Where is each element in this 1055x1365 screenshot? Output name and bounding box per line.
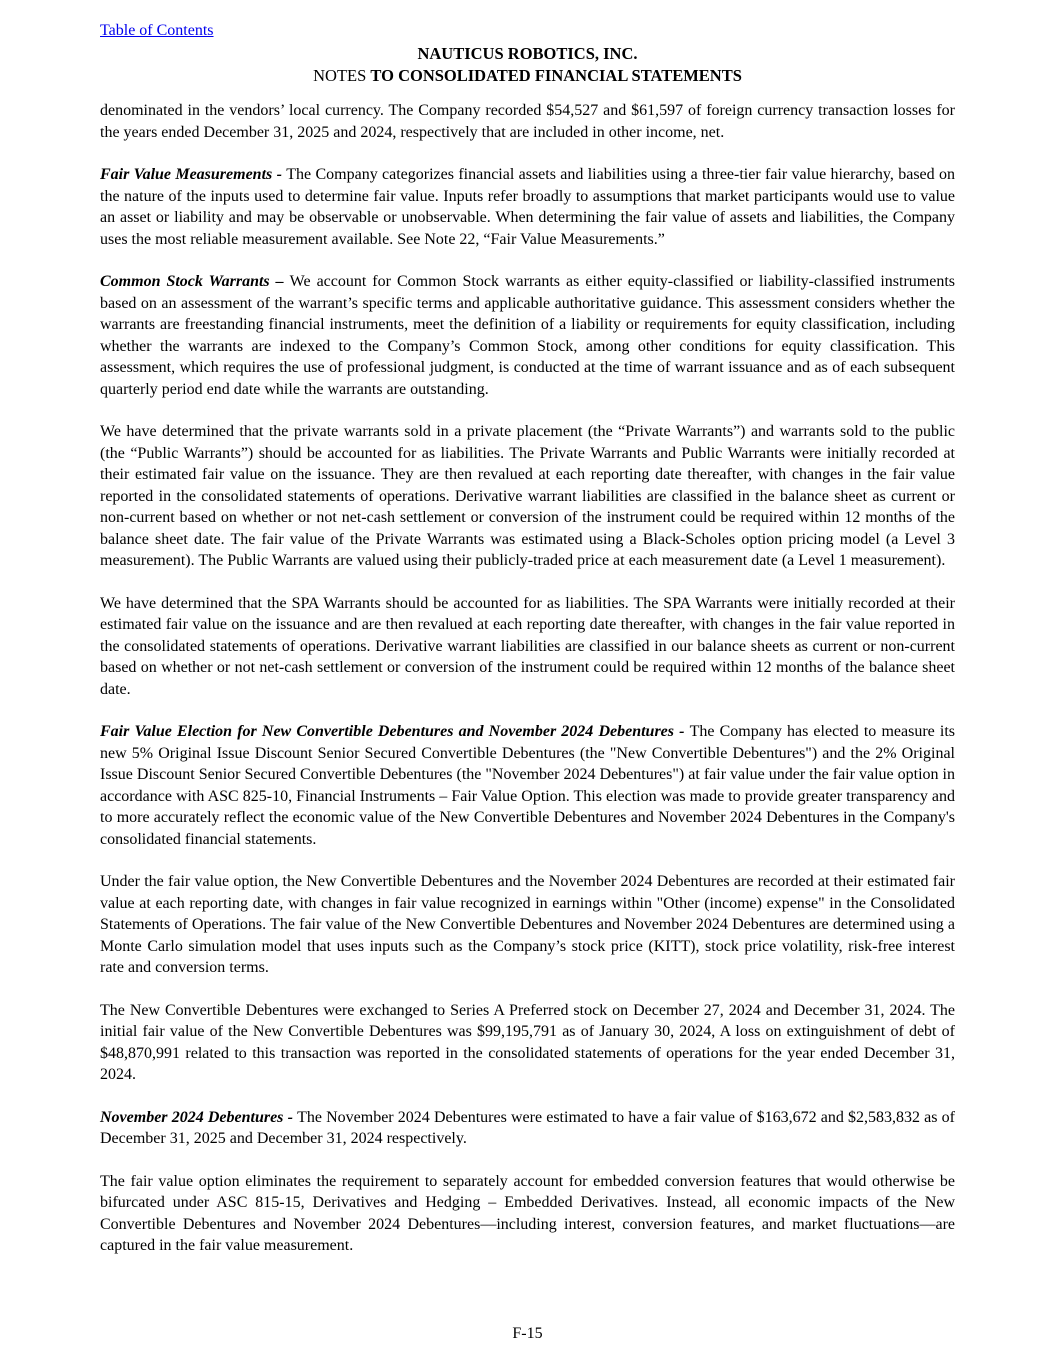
paragraph-text: The fair value option eliminates the requirement to separately account for embedded conversion features that would otherwise be bifurcated under ASC 815-15, Derivatives and Hedging – Embedded Derivatives. Instead, all economic impacts of the New Convertible Debentures and November 2024 Debentures—including interest, conversion features, and market fluctuations—are captured in the fair value measurement.: [100, 1172, 955, 1254]
paragraph-text: Under the fair value option, the New Convertible Debentures and the November 2024 Debentures are recorded at their estimated fair value at each reporting date, with changes in fair value recognized in earnings within "Other (income) expense" in the Consolidated Statements of Operations. The fair value of the New Convertible Debentures and November 2024 Debentures are determined using a Monte Carlo simulation model that uses inputs such as the Company’s stock price (KITT), stock price volatility, risk-free interest rate and conversion terms.: [100, 873, 955, 976]
notes-title-bold: TO CONSOLIDATED FINANCIAL STATEMENTS: [370, 66, 742, 85]
paragraph-lead: Common Stock Warrants –: [100, 273, 290, 290]
paragraph-debentures-exchange: [100, 1000, 955, 1086]
paragraph-private-public-warrants: [100, 421, 955, 572]
notes-title-regular: NOTES: [313, 66, 371, 85]
paragraph-text: denominated in the vendors’ local currency. The Company recorded $54,527 and $61,597 of foreign currency transaction losses for the years ended December 31, 2025 and 2024, respectively that are included in other income, net.: [100, 102, 955, 141]
paragraph-text: The New Convertible Debentures were exchanged to Series A Preferred stock on December 27, 2024 and December 31, 2024. The initial fair value of the New Convertible Debentures was $99,195,791 as of January 30, 2024, A loss on extinguishment of debt of $48,870,991 related to this transaction was reported in the consolidated statements of operations for the year ended December 31, 2024.: [100, 1001, 955, 1083]
paragraph-common-stock-warrants: [100, 271, 955, 400]
paragraph-lead: November 2024 Debentures -: [100, 1108, 298, 1126]
page-number: F-15: [512, 1325, 543, 1342]
paragraph-spa-warrants: [100, 593, 955, 701]
paragraph-fair-value-option-eliminates: [100, 1171, 955, 1257]
paragraph-lead: Fair Value Election for New Convertible Debentures and November 2024 Debentures -: [100, 723, 690, 740]
paragraph-text: We have determined that the private warrants sold in a private placement (the “Private Warrants”) and warrants sold to the public (the “Public Warrants”) should be accounted for as liabilities. The Private Warrants and Public Warrants were initially recorded at their estimated fair value on the issuance. They are then revalued at each reporting date thereafter, with changes in the fair value reported in the consolidated statements of operations. Derivative warrant liabilities are classified in the balance sheet as current or non-current based on whether or not net-cash settlement or conversion of the instrument could be required within 12 months of the balance sheet date. The fair value of the Private Warrants was estimated using a Black-Scholes option pricing model (a Level 3 measurement). The Public Warrants are valued using their publicly-traded price at each measurement date (a Level 1 measurement).: [100, 423, 955, 569]
notes-title: [100, 65, 955, 87]
body-text: [100, 100, 955, 1257]
paragraph-text: We account for Common Stock warrants as either equity-classified or liability-classified instruments based on an assessment of the warrant’s specific terms and applicable authoritative guidance. This assessment considers whether the warrants are freestanding financial instruments, meet the definition of a liability or requirements for equity classification, including whether the warrants are indexed to the Company’s Common Stock, among other conditions for equity classification. This assessment, which requires the use of professional judgment, is conducted at the time of warrant issuance and as of each subsequent quarterly period end date while the warrants are outstanding.: [100, 273, 955, 398]
paragraph-text: We have determined that the SPA Warrants should be accounted for as liabilities. The SPA Warrants were initially recorded at their estimated fair value on the issuance and are then revalued at each reporting date thereafter, with changes in the fair value reported in the consolidated statements of operations. Derivative warrant liabilities are classified in our balance sheets as current or non-current based on whether or not net-cash settlement or conversion of the instrument could be required within 12 months of the balance sheet date.: [100, 594, 955, 698]
paragraph-foreign-currency: [100, 100, 955, 143]
company-name: NAUTICUS ROBOTICS, INC.: [417, 44, 638, 63]
table-of-contents-link[interactable]: Table of Contents: [100, 22, 214, 39]
paragraph-under-fair-value-option: [100, 871, 955, 979]
paragraph-november-2024-debentures: [100, 1107, 955, 1150]
paragraph-fair-value-election: [100, 721, 955, 850]
paragraph-text: The November 2024 Debentures were estimated to have a fair value of $163,672 and $2,583,832 as of December 31, 2025 and December 31, 2024 respectively.: [100, 1108, 955, 1147]
paragraph-text: The Company has elected to measure its new 5% Original Issue Discount Senior Secured Convertible Debentures (the "New Convertible Debentures") and the 2% Original Issue Discount Senior Secured Convertible Debentures (the "November 2024 Debentures") at fair value under the fair value option in accordance with ASC 825-10, Financial Instruments – Fair Value Option. This election was made to provide greater transparency and to more accurately reflect the economic value of the New Convertible Debentures and November 2024 Debentures in the Company's consolidated financial statements.: [100, 723, 956, 848]
document-header: [100, 43, 955, 87]
paragraph-text: The Company categorizes financial assets and liabilities using a three-tier fair value hierarchy, based on the nature of the inputs used to determine fair value. Inputs refer broadly to assumptions that market participants would use to value an asset or liability and may be observable or unobservable. When determining the fair value of assets and liabilities, the Company uses the most reliable measurement available. See Note 22, “Fair Value Measurements.”: [100, 166, 955, 248]
paragraph-fair-value-measurements: [100, 164, 955, 250]
paragraph-lead: Fair Value Measurements -: [100, 166, 287, 183]
